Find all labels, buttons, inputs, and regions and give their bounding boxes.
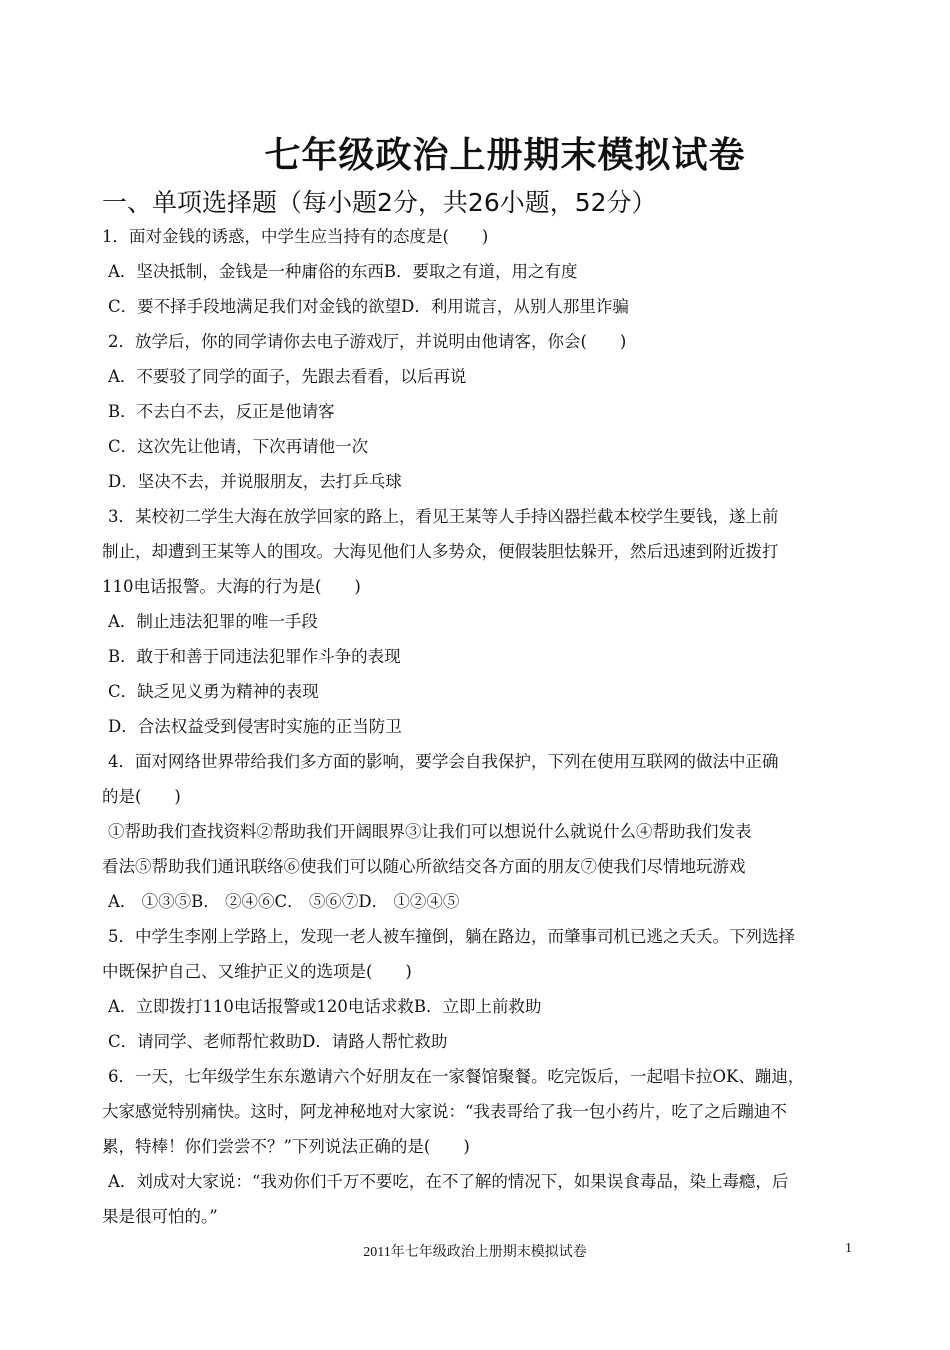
text-line: 3．某校初二学生大海在放学回家的路上，看见王某等人手持凶器拦截本校学生要钱，遂上前: [108, 507, 779, 526]
text-line: 110电话报警。大海的行为是( ): [102, 577, 361, 596]
text-line: D．坚决不去，并说服朋友，去打乒乓球: [108, 472, 402, 491]
text-line: C．要不择手段地满足我们对金钱的欲望D．利用谎言，从别人那里诈骗: [108, 297, 629, 316]
text-line: A．制止违法犯罪的唯一手段: [108, 612, 318, 631]
text-line: 4．面对网络世界带给我们多方面的影响，要学会自我保护，下列在使用互联网的做法中正确: [108, 752, 779, 771]
text-line: B．不去白不去，反正是他请客: [108, 402, 335, 421]
text-line: B．敢于和善于同违法犯罪作斗争的表现: [108, 647, 401, 666]
text-line: A．刘成对大家说：“我劝你们千万不要吃，在不了解的情况下，如果误食毒品，染上毒瘾，后: [108, 1172, 789, 1191]
text-line: 6．一天，七年级学生东东邀请六个好朋友在一家餐馆聚餐。吃完饭后，一起唱卡拉OK、蹦迪，: [108, 1067, 805, 1086]
text-line: 1．面对金钱的诱惑，中学生应当持有的态度是( ): [102, 227, 489, 246]
text-line: ①帮助我们查找资料②帮助我们开阔眼界③让我们可以想说什么就说什么④帮助我们发表: [108, 822, 752, 841]
text-line: 制止，却遭到王某等人的围攻。大海见他们人多势众，便假装胆怯躲开，然后迅速到附近拨打: [102, 542, 779, 561]
text-line: C．缺乏见义勇为精神的表现: [108, 682, 319, 701]
question-body: [102, 224, 862, 1239]
page-title: 七年级政治上册期末模拟试卷: [264, 135, 746, 176]
text-line: A．立即拨打110电话报警或120电话求救B．立即上前救助: [108, 997, 542, 1016]
text-line: C．这次先让他请，下次再请他一次: [108, 437, 369, 456]
text-line: 中既保护自己、又维护正义的选项是( ): [102, 962, 412, 981]
text-line: 2．放学后，你的同学请你去电子游戏厅，并说明由他请客，你会( ): [108, 332, 627, 351]
text-line: 累，特棒！你们尝尝不？”下列说法正确的是( ): [102, 1137, 470, 1156]
text-line: 大家感觉特别痛快。这时，阿龙神秘地对大家说：“我表哥给了我一包小药片，吃了之后蹦迪不: [102, 1102, 787, 1121]
text-line: C．请同学、老师帮忙救助D．请路人帮忙救助: [108, 1032, 448, 1051]
text-line: A．不要驳了同学的面子，先跟去看看，以后再说: [108, 367, 467, 386]
section-heading: 一、单项选择题（每小题2分，共26小题，52分）: [102, 188, 657, 217]
text-line: 看法⑤帮助我们通讯联络⑥使我们可以随心所欲结交各方面的朋友⑦使我们尽情地玩游戏: [102, 857, 746, 876]
page-number: 1: [845, 1241, 852, 1256]
text-line: 果是很可怕的。”: [102, 1207, 218, 1226]
text-line: 5．中学生李刚上学路上，发现一老人被车撞倒，躺在路边，而肇事司机已逃之夭夭。下列选择: [108, 927, 795, 946]
text-line: A． ①③⑤B． ②④⑥C． ⑤⑥⑦D． ①②④⑤: [108, 892, 460, 911]
text-line: D．合法权益受到侵害时实施的正当防卫: [108, 717, 402, 736]
text-line: A．坚决抵制，金钱是一种庸俗的东西B．要取之有道，用之有度: [108, 262, 578, 281]
text-line: 的是( ): [102, 787, 181, 806]
page-footer: 2011年七年级政治上册期末模拟试卷: [363, 1245, 587, 1260]
